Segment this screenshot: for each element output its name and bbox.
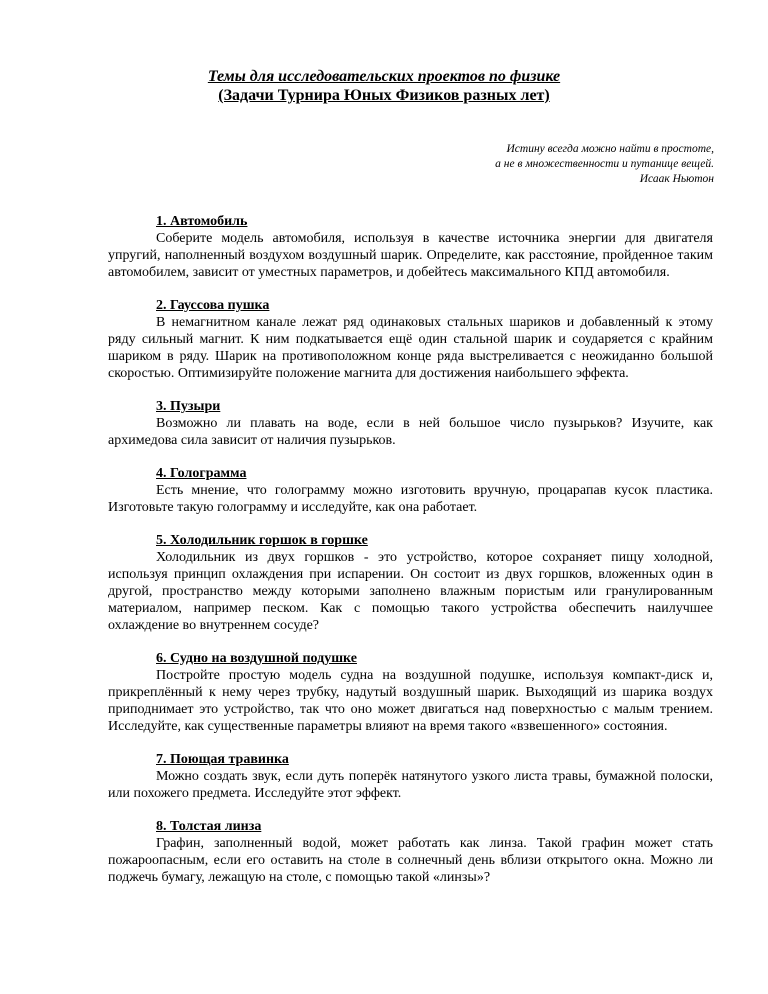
section-text: Постройте простую модель судна на воздушной подушке, используя компакт-диск и, прикреплённый к нему через трубку, надутый воздушный шарик. Выходящий из шарика воздух приподнимает это устройство, так что оно может двигаться над поверхностью с малым трением. Исследуйте, как существенные параметры влияют на время такого «взвешенного» состояния. [108, 668, 713, 734]
section-heading: 4. Голограмма [156, 466, 247, 481]
section-text: Холодильник из двух горшков - это устройство, которое сохраняет пищу холодной, используя принцип охлаждения при испарении. Он состоит из двух горшков, вложенных один в другой, пространство между которыми заполнено влажным пористым или гранулированным материалом, например песком. Как с помощью такого устройства обеспечить наилучшее охлаждение во внутреннем сосуде? [108, 550, 713, 633]
section-pot-refrigerator [108, 532, 713, 634]
sections-list [108, 213, 713, 902]
epigraph-line-2: а не в множественности и путанице вещей. [495, 158, 714, 170]
epigraph-line-1: Истину всегда можно найти в простоте, [506, 143, 714, 155]
title-line-1: Темы для исследовательских проектов по физике [207, 68, 561, 85]
section-hovercraft [108, 650, 713, 735]
section-hologram [108, 465, 713, 516]
section-heading: 2. Гауссова пушка [156, 298, 270, 313]
section-heading: 1. Автомобиль [156, 214, 248, 229]
section-heading: 3. Пузыри [156, 399, 221, 414]
section-text: Можно создать звук, если дуть поперёк натянутого узкого листа травы, бумажной полоски, или похожего предмета. Исследуйте этот эффект. [108, 769, 713, 801]
section-automobile [108, 213, 713, 281]
epigraph-author: Исаак Ньютон [639, 173, 714, 185]
section-heading: 5. Холодильник горшок в горшке [156, 533, 368, 548]
epigraph [495, 142, 714, 187]
section-singing-grass [108, 751, 713, 802]
section-gauss-gun [108, 297, 713, 382]
section-text: В немагнитном канале лежат ряд одинаковых стальных шариков и добавленный к этому ряду сильный магнит. К ним подкатывается ещё один стальной шарик и соударяется с крайним шариком в ряду. Шарик на противоположном конце ряда выстреливается с неожиданно большой скоростью. Оптимизируйте положение магнита для достижения наибольшего эффекта. [108, 315, 713, 381]
section-heading: 6. Судно на воздушной подушке [156, 651, 357, 666]
section-text: Соберите модель автомобиля, используя в качестве источника энергии для двигателя упругий, наполненный воздухом воздушный шарик. Определите, как расстояние, пройденное таким автомобилем, зависит от уместных параметров, и добейтесь максимального КПД автомобиля. [108, 231, 713, 280]
section-bubbles [108, 398, 713, 449]
section-text: Возможно ли плавать на воде, если в ней большое число пузырьков? Изучите, как архимедова сила зависит от наличия пузырьков. [108, 416, 713, 448]
title-line-2: (Задачи Турнира Юных Физиков разных лет) [218, 87, 550, 104]
document-title [0, 67, 768, 105]
section-text: Графин, заполненный водой, может работать как линза. Такой графин может стать пожароопасным, если его оставить на столе в солнечный день вблизи открытого окна. Можно ли поджечь бумагу, лежащую на столе, с помощью такой «линзы»? [108, 836, 713, 885]
section-heading: 7. Поющая травинка [156, 752, 289, 767]
section-thick-lens [108, 818, 713, 886]
section-text: Есть мнение, что голограмму можно изготовить вручную, процарапав кусок пластика. Изготовьте такую голограмму и исследуйте, как она работает. [108, 483, 713, 515]
section-heading: 8. Толстая линза [156, 819, 262, 834]
